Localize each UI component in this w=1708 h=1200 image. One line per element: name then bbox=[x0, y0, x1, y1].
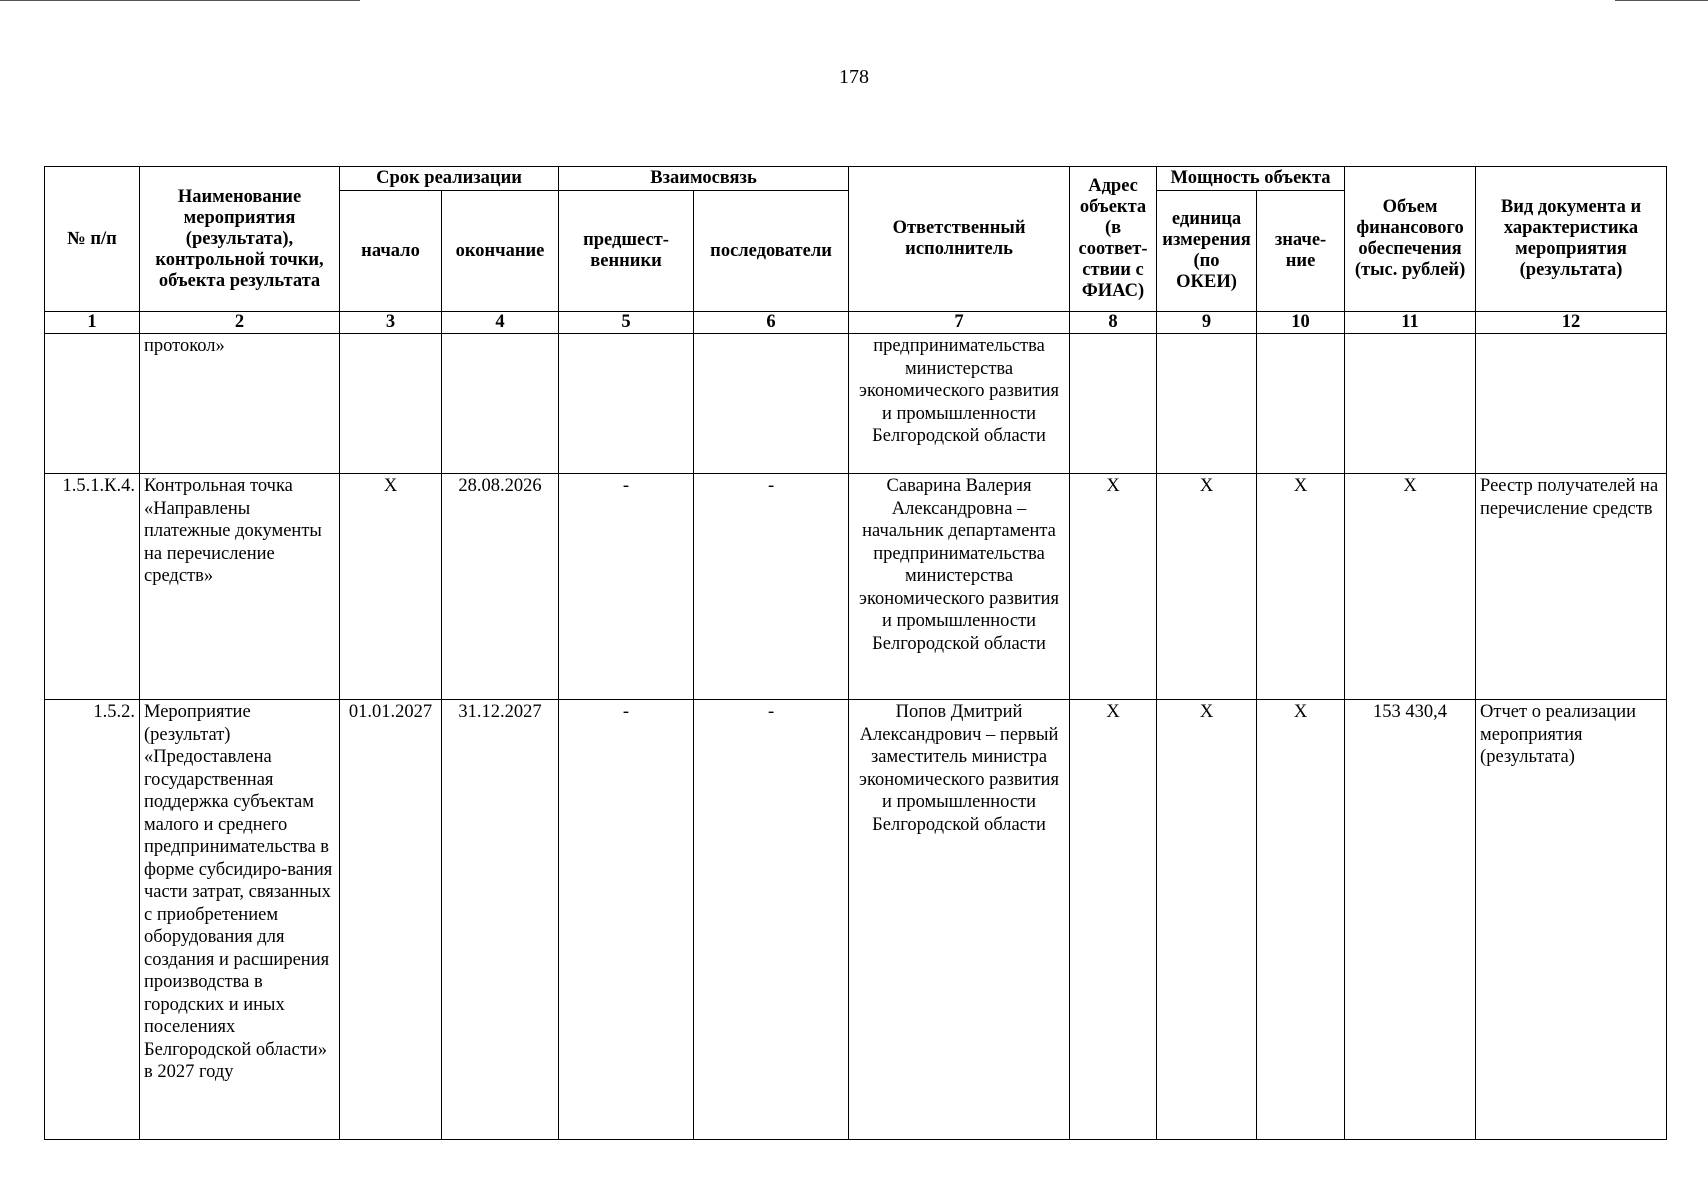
cell-responsible: Саварина Валерия Александровна – начальник департамента предпринимательства министерства экономического развития и промышленности Белгородской области bbox=[849, 474, 1070, 700]
cell-name: Мероприятие (результат) «Предоставлена государственная поддержка субъектам малого и среднего предпринимательства в форме субсидиро-вания части затрат, связанных с приобретением оборудования для создания и расширения производства в городских и иных поселениях Белгородской области» в 2027 году bbox=[140, 700, 340, 1140]
column-number-row bbox=[45, 312, 1667, 334]
table-body bbox=[45, 334, 1667, 1140]
cell-responsible: Попов Дмитрий Александрович – первый заместитель министра экономического развития и промышленности Белгородской области bbox=[849, 700, 1070, 1140]
header-row-1 bbox=[45, 167, 1667, 191]
page-number: 178 bbox=[839, 66, 869, 88]
table-row bbox=[45, 474, 1667, 700]
column-number: 8 bbox=[1070, 312, 1157, 334]
cell-finance: X bbox=[1345, 474, 1476, 700]
cell-name: Контрольная точка «Направлены платежные документы на перечисление средств» bbox=[140, 474, 340, 700]
header-finance: Объем финансового обеспечения (тыс. рублей) bbox=[1345, 167, 1476, 312]
header-responsible: Ответственный исполнитель bbox=[849, 167, 1070, 312]
cell-address: X bbox=[1070, 700, 1157, 1140]
cell-pred: - bbox=[559, 700, 694, 1140]
column-number: 10 bbox=[1257, 312, 1345, 334]
header-group-vzaim: Взаимосвязь bbox=[559, 167, 849, 191]
plan-table bbox=[44, 166, 1667, 1140]
cell-unit bbox=[1157, 334, 1257, 474]
header-address: Адрес объекта (в соответ-ствии с ФИАС) bbox=[1070, 167, 1157, 312]
column-number: 1 bbox=[45, 312, 140, 334]
column-number: 7 bbox=[849, 312, 1070, 334]
cell-num: 1.5.2. bbox=[45, 700, 140, 1140]
cell-doc: Отчет о реализации мероприятия (результата) bbox=[1476, 700, 1667, 1140]
cell-pred bbox=[559, 334, 694, 474]
header-start: начало bbox=[340, 191, 442, 312]
column-number: 3 bbox=[340, 312, 442, 334]
cell-unit: X bbox=[1157, 474, 1257, 700]
header-num: № п/п bbox=[45, 167, 140, 312]
cell-start bbox=[340, 334, 442, 474]
cell-pred: - bbox=[559, 474, 694, 700]
column-number: 4 bbox=[442, 312, 559, 334]
cell-value bbox=[1257, 334, 1345, 474]
header-name: Наименование мероприятия (результата), контрольной точки, объекта результата bbox=[140, 167, 340, 312]
column-number: 5 bbox=[559, 312, 694, 334]
cell-responsible: предпринимательства министерства экономического развития и промышленности Белгородской области bbox=[849, 334, 1070, 474]
cell-num bbox=[45, 334, 140, 474]
header-doc: Вид документа и характеристика мероприятия (результата) bbox=[1476, 167, 1667, 312]
table-row bbox=[45, 334, 1667, 474]
cell-succ: - bbox=[694, 474, 849, 700]
cell-succ bbox=[694, 334, 849, 474]
cell-end: 28.08.2026 bbox=[442, 474, 559, 700]
cell-end: 31.12.2027 bbox=[442, 700, 559, 1140]
cell-finance: 153 430,4 bbox=[1345, 700, 1476, 1140]
column-number: 9 bbox=[1157, 312, 1257, 334]
header-pred: предшест-венники bbox=[559, 191, 694, 312]
scan-artifact-line-left bbox=[0, 0, 360, 1]
cell-value: X bbox=[1257, 700, 1345, 1140]
cell-name: протокол» bbox=[140, 334, 340, 474]
cell-start: X bbox=[340, 474, 442, 700]
cell-unit: X bbox=[1157, 700, 1257, 1140]
cell-succ: - bbox=[694, 700, 849, 1140]
column-number: 11 bbox=[1345, 312, 1476, 334]
cell-address: X bbox=[1070, 474, 1157, 700]
cell-num: 1.5.1.К.4. bbox=[45, 474, 140, 700]
cell-doc bbox=[1476, 334, 1667, 474]
scan-artifact-line-right bbox=[1615, 0, 1708, 1]
cell-doc: Реестр получателей на перечисление средств bbox=[1476, 474, 1667, 700]
header-group-moshch: Мощность объекта bbox=[1157, 167, 1345, 191]
cell-start: 01.01.2027 bbox=[340, 700, 442, 1140]
column-number: 6 bbox=[694, 312, 849, 334]
cell-address bbox=[1070, 334, 1157, 474]
column-number: 12 bbox=[1476, 312, 1667, 334]
header-group-srok: Срок реализации bbox=[340, 167, 559, 191]
header-unit: единица измерения (по ОКЕИ) bbox=[1157, 191, 1257, 312]
cell-finance bbox=[1345, 334, 1476, 474]
table-row bbox=[45, 700, 1667, 1140]
header-succ: последователи bbox=[694, 191, 849, 312]
column-number: 2 bbox=[140, 312, 340, 334]
header-value: значе-ние bbox=[1257, 191, 1345, 312]
cell-value: X bbox=[1257, 474, 1345, 700]
table-header bbox=[45, 167, 1667, 334]
cell-end bbox=[442, 334, 559, 474]
header-end: окончание bbox=[442, 191, 559, 312]
